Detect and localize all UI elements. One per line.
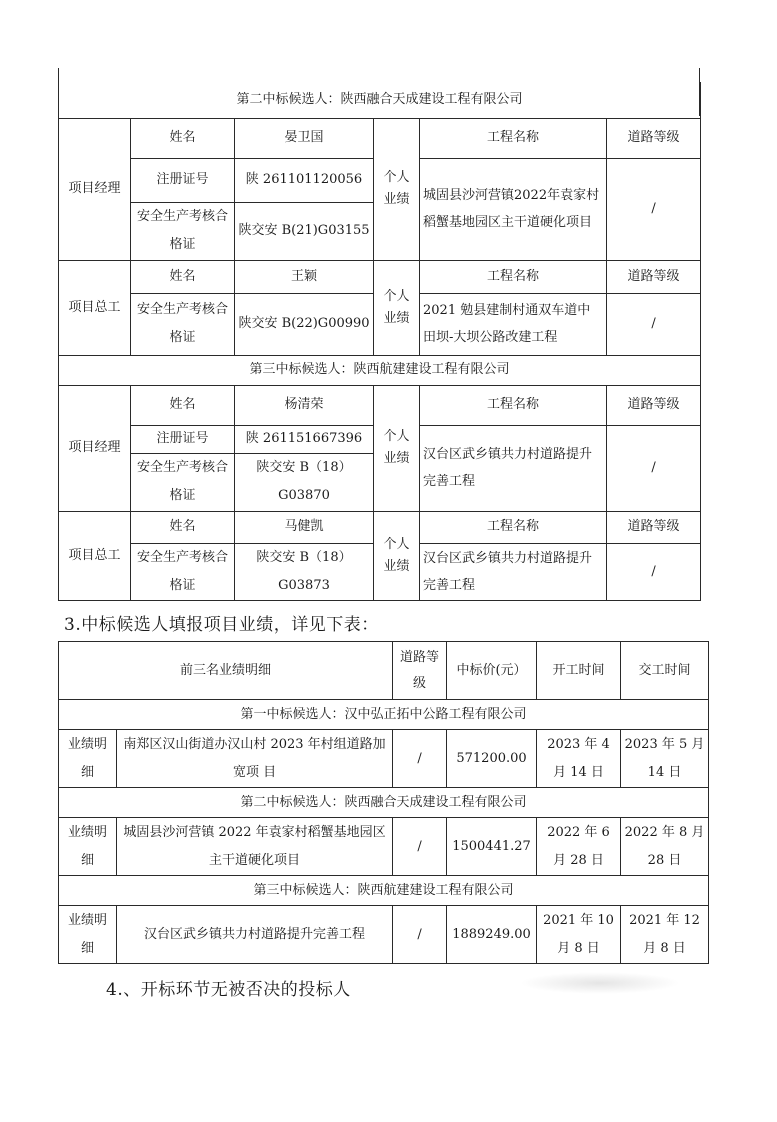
performance-label: 个人业绩 xyxy=(374,260,420,355)
safety-cert-label: 安全生产考核合格证 xyxy=(131,293,235,355)
completion-date: 2021 年 12 月 8 日 xyxy=(621,906,709,964)
performance-label: 个人业绩 xyxy=(374,511,420,600)
candidate-header: 第三中标候选人：陕西航建建设工程有限公司 xyxy=(59,355,701,385)
candidate-header: 第二中标候选人：陕西融合天成建设工程有限公司 xyxy=(59,82,701,118)
performance-table xyxy=(58,641,709,964)
section-4-title: 4.、开标环节无被否决的投标人 xyxy=(106,980,351,1000)
project-name: 汉台区武乡镇共力村道路提升完善工程 xyxy=(420,425,607,511)
personnel-table-body xyxy=(58,82,701,601)
project-name: 城固县沙河营镇2022年袁家村稻蟹基地园区主干道硬化项目 xyxy=(420,158,607,260)
person-name: 杨清荣 xyxy=(235,385,374,425)
registration-number: 陕 261101120056 xyxy=(235,158,374,202)
role-label: 项目经理 xyxy=(59,385,131,511)
project-name-label: 工程名称 xyxy=(420,260,607,293)
road-grade-label: 道路等级 xyxy=(607,260,701,293)
role-label: 项目总工 xyxy=(59,511,131,600)
scan-smudge xyxy=(520,972,680,994)
project-name: 汉台区武乡镇共力村道路提升完善工程 xyxy=(420,543,607,600)
project-name-label: 工程名称 xyxy=(420,511,607,543)
road-grade-label: 道路等级 xyxy=(607,511,701,543)
road-grade: / xyxy=(393,906,447,964)
header-completion-date: 交工时间 xyxy=(621,642,709,700)
project-name-label: 工程名称 xyxy=(420,118,607,158)
project-name: 南郑区汉山街道办汉山村 2023 年村组道路加宽项 目 xyxy=(117,730,393,788)
start-date: 2021 年 10 月 8 日 xyxy=(537,906,621,964)
performance-detail-label: 业绩明细 xyxy=(59,906,117,964)
safety-cert-label: 安全生产考核合格证 xyxy=(131,453,235,511)
road-grade: / xyxy=(607,293,701,355)
start-date: 2022 年 6 月 28 日 xyxy=(537,818,621,876)
safety-cert-number: 陕交安 B（18）G03870 xyxy=(235,453,374,511)
road-grade: / xyxy=(607,425,701,511)
person-name: 王颖 xyxy=(235,260,374,293)
registration-label: 注册证号 xyxy=(131,425,235,453)
safety-cert-number: 陕交安 B（18）G03873 xyxy=(235,543,374,600)
bid-price: 1500441.27 xyxy=(447,818,537,876)
completion-date: 2022 年 8 月 28 日 xyxy=(621,818,709,876)
header-road-grade: 道路等级 xyxy=(393,642,447,700)
name-label: 姓名 xyxy=(131,385,235,425)
candidate-header: 第三中标候选人：陕西航建建设工程有限公司 xyxy=(59,876,709,906)
name-label: 姓名 xyxy=(131,118,235,158)
bid-price: 1889249.00 xyxy=(447,906,537,964)
road-grade: / xyxy=(607,158,701,260)
road-grade: / xyxy=(607,543,701,600)
road-grade-label: 道路等级 xyxy=(607,385,701,425)
project-name: 汉台区武乡镇共力村道路提升完善工程 xyxy=(117,906,393,964)
performance-label: 个人业绩 xyxy=(374,118,420,260)
header-start-date: 开工时间 xyxy=(537,642,621,700)
name-label: 姓名 xyxy=(131,260,235,293)
project-name-label: 工程名称 xyxy=(420,385,607,425)
name-label: 姓名 xyxy=(131,511,235,543)
project-name: 2021 勉县建制村通双车道中田坝-大坝公路改建工程 xyxy=(420,293,607,355)
safety-cert-number: 陕交安 B(21)G03155 xyxy=(235,202,374,260)
candidate-header: 第二中标候选人：陕西融合天成建设工程有限公司 xyxy=(59,788,709,818)
project-name: 城固县沙河营镇 2022 年袁家村稻蟹基地园区主干道硬化项目 xyxy=(117,818,393,876)
road-grade-label: 道路等级 xyxy=(607,118,701,158)
road-grade: / xyxy=(393,730,447,788)
registration-label: 注册证号 xyxy=(131,158,235,202)
road-grade: / xyxy=(393,818,447,876)
header-detail: 前三名业绩明细 xyxy=(59,642,393,700)
role-label: 项目经理 xyxy=(59,118,131,260)
performance-label: 个人业绩 xyxy=(374,385,420,511)
bid-price: 571200.00 xyxy=(447,730,537,788)
performance-detail-label: 业绩明细 xyxy=(59,818,117,876)
person-name: 晏卫国 xyxy=(235,118,374,158)
start-date: 2023 年 4 月 14 日 xyxy=(537,730,621,788)
section-3-title: 3.中标候选人填报项目业绩，详见下表： xyxy=(64,615,379,635)
completion-date: 2023 年 5 月 14 日 xyxy=(621,730,709,788)
header-bid-price: 中标价(元） xyxy=(447,642,537,700)
safety-cert-label: 安全生产考核合格证 xyxy=(131,543,235,600)
person-name: 马健凯 xyxy=(235,511,374,543)
role-label: 项目总工 xyxy=(59,260,131,355)
performance-detail-label: 业绩明细 xyxy=(59,730,117,788)
candidate-header: 第一中标候选人：汉中弘正拓中公路工程有限公司 xyxy=(59,700,709,730)
safety-cert-number: 陕交安 B(22)G00990 xyxy=(235,293,374,355)
registration-number: 陕 261151667396 xyxy=(235,425,374,453)
safety-cert-label: 安全生产考核合格证 xyxy=(131,202,235,260)
